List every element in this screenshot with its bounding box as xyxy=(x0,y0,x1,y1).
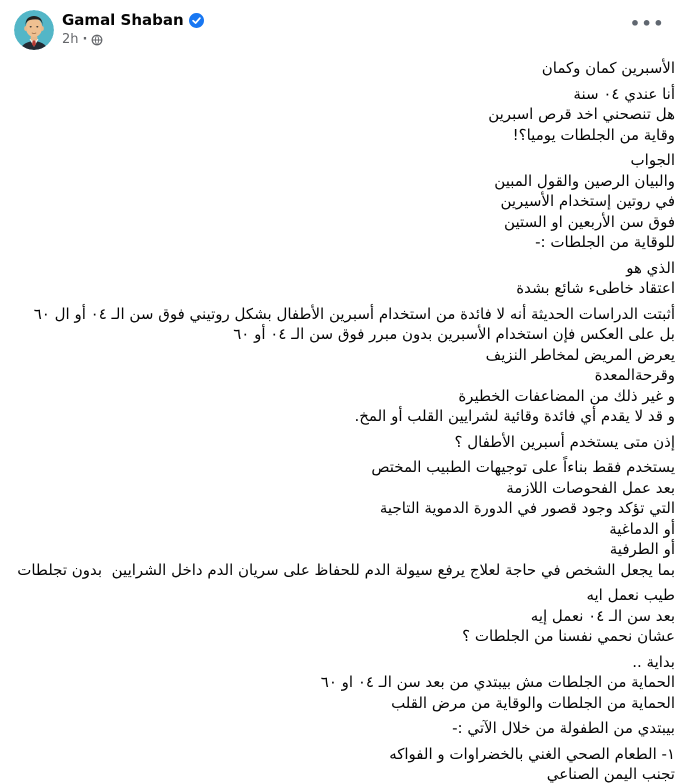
post-line: عشان نحمي نفسنا من الجلطات ؟ xyxy=(462,627,675,645)
post-line: للوقاية من الجلطات :- xyxy=(535,233,675,251)
paragraph xyxy=(16,744,675,784)
post-line: و غير ذلك من المضاعفات الخطيرة xyxy=(458,386,675,405)
post-line: هل تنصحني اخد قرص اسبرين xyxy=(488,105,675,123)
paragraph xyxy=(16,304,675,427)
post-meta xyxy=(62,10,204,47)
post-line: طيب نعمل ايه xyxy=(586,586,675,604)
paragraph xyxy=(16,258,675,299)
more-options-button[interactable] xyxy=(628,12,667,36)
verified-badge-icon xyxy=(189,13,204,28)
post-line: و قد لا يقدم أي فائدة وقائية لشرايين القلب أو المخ. xyxy=(354,407,675,425)
post-line: بعد عمل الفحوصات اللازمة xyxy=(506,478,675,497)
post-line: في روتين إستخدام الأسيرين xyxy=(500,192,675,210)
post-line: أو الطرفية xyxy=(609,540,675,558)
paragraph xyxy=(16,150,675,253)
post-line: بعد سن الـ ٠٤ نعمل إيه xyxy=(530,606,675,625)
post-line: بما يجعل الشخص في حاجة لعلاج يرفع سيولة الدم للحفاظ على سريان الدم داخل الشرايين بدون تجلطات xyxy=(17,560,675,579)
post-line: أنا عندي ٠٤ سنة xyxy=(573,84,675,103)
paragraph xyxy=(16,718,675,739)
globe-icon xyxy=(91,34,103,46)
post-text xyxy=(0,54,685,784)
more-options-icon: ••• xyxy=(629,14,665,33)
paragraph xyxy=(16,585,675,647)
paragraph xyxy=(16,58,675,79)
avatar-illustration xyxy=(14,10,54,50)
post-line: وقاية من الجلطات يوميا؟! xyxy=(512,125,675,144)
post-line: أو الدماغية xyxy=(609,519,675,538)
post-line: الذي هو xyxy=(626,258,675,277)
post-line: إذن متى يستخدم أسبرين الأطفال ؟ xyxy=(454,432,675,451)
post-line: التي تؤكد وجود قصور في الدورة الدموية التاجية xyxy=(379,499,675,517)
post-line: بل على العكس فإن استخدام الأسبرين بدون مبرر فوق سن الـ ٠٤ أو ٦٠ xyxy=(233,325,675,343)
post-header xyxy=(0,0,685,54)
meta-separator: · xyxy=(82,32,88,47)
post-line: يستخدم فقط بناءاً على توجيهات الطبيب المختص xyxy=(371,458,675,476)
post-line: الأسبرين كمان وكمان xyxy=(541,59,675,77)
paragraph xyxy=(16,84,675,146)
paragraph xyxy=(16,432,675,453)
post-line: بيبتدي من الطفولة من خلال الآتي :- xyxy=(452,719,675,737)
avatar[interactable] xyxy=(14,10,54,50)
post-line: بداية .. xyxy=(632,652,675,671)
post-line: الحماية من الجلطات مش بيبتدي من بعد سن الـ ٠٤ او ٦٠ xyxy=(320,673,675,691)
post-line: وقرحةالمعدة xyxy=(594,366,675,384)
post-line: تجنب اليمن الصناعي xyxy=(546,765,675,783)
post-line: اعتقاد خاطىء شائع بشدة xyxy=(516,279,675,297)
post-line: فوق سن الأربعين او الستين xyxy=(504,212,675,231)
post-line: والبيان الرصين والقول المبين xyxy=(494,171,675,190)
paragraph xyxy=(16,457,675,580)
post-line: يعرض المريض لمخاطر النزيف xyxy=(485,345,675,364)
profile-name-link[interactable]: Gamal Shaban xyxy=(62,11,184,29)
paragraph xyxy=(16,652,675,714)
post-line: ١- الطعام الصحي الغني بالخضراوات و الفواكه xyxy=(389,744,675,763)
post-line: أثبتت الدراسات الحديثة أنه لا فائدة من استخدام أسبرين الأطفال بشكل روتيني فوق سن الـ ٠٤ أو ال ٦٠ xyxy=(33,304,675,323)
post-line: الحماية من الجلطات والوقاية من مرض القلب xyxy=(391,693,675,712)
post-line: الجواب xyxy=(630,151,675,169)
timestamp-link[interactable]: 2h xyxy=(62,32,79,47)
